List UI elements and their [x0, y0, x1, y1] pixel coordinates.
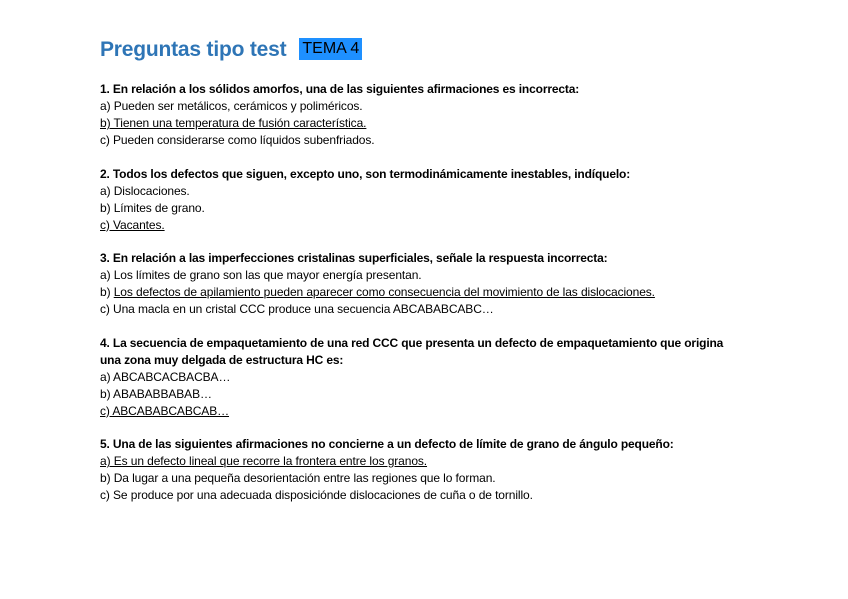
question-3: [100, 250, 800, 318]
option-a: a) ABCABCACBACBA…: [100, 369, 231, 384]
option-c: c) Una macla en un cristal CCC produce una secuencia ABCABABCABC…: [100, 302, 494, 316]
question-1: [100, 81, 800, 149]
header: [100, 36, 362, 66]
option-c-answer: c) ABCABABCABCAB…: [100, 403, 230, 418]
question-stem: 4. La secuencia de empaquetamiento de una red CCC que presenta un defecto de empaquetamiento que origina una zona muy delgada de estructura HC es:: [100, 335, 724, 367]
question-stem: 1. En relación a los sólidos amorfos, una de las siguientes afirmaciones es incorrecta:: [100, 82, 580, 96]
option-a: a) Dislocaciones.: [100, 183, 190, 198]
option-prefix: b): [100, 285, 114, 299]
option-b: [100, 284, 800, 301]
option-c: c) Pueden considerarse como líquidos subenfriados.: [100, 133, 375, 147]
question-list: [100, 81, 800, 521]
question-4: [100, 335, 800, 420]
option-c: c) Se produce por una adecuada disposiciónde dislocaciones de cuña o de tornillo.: [100, 488, 533, 502]
question-5: [100, 436, 800, 504]
option-a: a) Pueden ser metálicos, cerámicos y poliméricos.: [100, 99, 363, 113]
question-2: [100, 166, 800, 234]
question-stem: 3. En relación a las imperfecciones cristalinas superficiales, señale la respuesta incorrecta:: [100, 251, 608, 265]
option-b-answer: Los defectos de apilamiento pueden aparecer como consecuencia del movimiento de las dislocaciones.: [113, 285, 655, 299]
option-a: a) Los límites de grano son las que mayor energía presentan.: [100, 268, 422, 282]
option-b: b) Límites de grano.: [100, 200, 205, 215]
option-b: b) ABABABBABAB…: [100, 386, 212, 401]
option-a-answer: a) Es un defecto lineal que recorre la frontera entre los granos.: [100, 454, 428, 468]
topic-tag: TEMA 4: [299, 38, 362, 60]
question-stem: 2. Todos los defectos que siguen, excepto uno, son termodinámicamente inestables, indíquelo:: [100, 166, 631, 181]
option-c-answer: c) Vacantes.: [100, 217, 165, 232]
option-b: b) Da lugar a una pequeña desorientación entre las regiones que lo forman.: [100, 471, 496, 485]
page-title: Preguntas tipo test: [100, 38, 287, 61]
question-stem: 5. Una de las siguientes afirmaciones no concierne a un defecto de límite de grano de ángulo pequeño:: [100, 437, 674, 451]
option-b-answer: b) Tienen una temperatura de fusión característica.: [100, 116, 367, 130]
